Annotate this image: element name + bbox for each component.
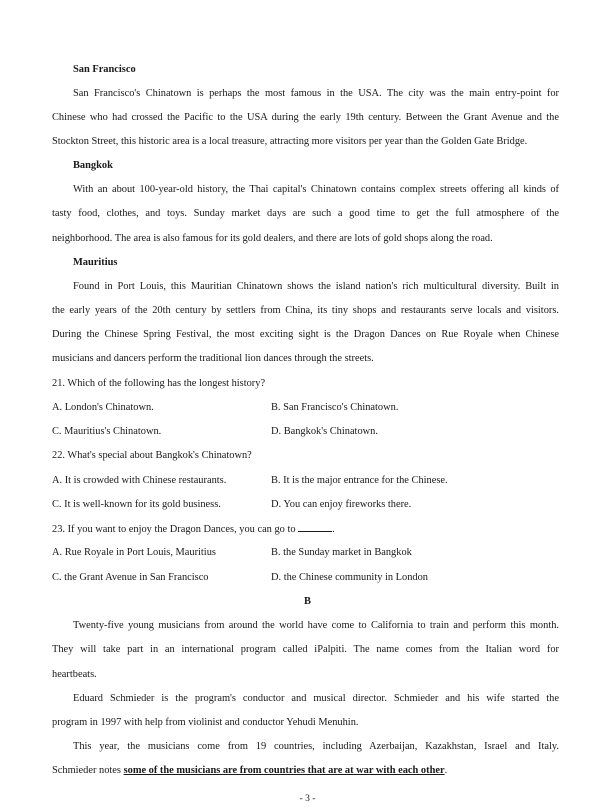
question-23-stem: [52, 522, 559, 536]
question-21-option-b: B. San Francisco's Chinatown.: [271, 402, 399, 413]
bangkok-line-1: With an about 100-year-old history, the Thai capital's Chinatown contains complex streets offering all kinds of: [73, 184, 559, 195]
question-23-option-a: A. Rue Royale in Port Louis, Mauritius: [52, 547, 216, 558]
sf-line-1: San Francisco's Chinatown is perhaps the most famous in the USA. The city was the main entry-point for: [73, 88, 559, 99]
b-p3-line-1: This year, the musicians come from 19 countries, including Azerbaijan, Kazakhstan, Israel and Italy.: [73, 741, 559, 752]
b-p2-line-1: Eduard Schmieder is the program's conductor and musical director. Schmieder and his wife started the: [73, 693, 559, 704]
question-23-stem-end: .: [332, 524, 335, 535]
b-p1-line-1: Twenty-five young musicians from around the world have come to California to train and perform this month.: [73, 620, 559, 631]
question-22-stem: 22. What's special about Bangkok's Chinatown?: [52, 450, 252, 461]
heading-mauritius: Mauritius: [73, 257, 118, 268]
mauritius-line-3: During the Chinese Spring Festival, the most exciting sight is the Dragon Dances on Rue Royale when Chinese: [52, 329, 559, 340]
mauritius-line-1: Found in Port Louis, this Mauritian Chinatown shows the island nation's rich multicultural diversity. Built in: [73, 281, 559, 292]
question-22-option-b: B. It is the major entrance for the Chinese.: [271, 475, 448, 486]
question-21-stem: 21. Which of the following has the longest history?: [52, 378, 266, 389]
question-23-option-c: C. the Grant Avenue in San Francisco: [52, 572, 209, 583]
question-22-option-c: C. It is well-known for its gold business.: [52, 499, 221, 510]
b-p3-line-2-start: Schmieder notes: [52, 765, 121, 776]
question-21-option-c: C. Mauritius's Chinatown.: [52, 426, 162, 437]
section-b-title: B: [304, 596, 311, 607]
question-23-option-d: D. the Chinese community in London: [271, 572, 428, 583]
b-p3-line-2: [52, 764, 559, 777]
question-23-option-b: B. the Sunday market in Bangkok: [271, 547, 412, 558]
question-21-option-a: A. London's Chinatown.: [52, 402, 154, 413]
bangkok-line-2: tasty food, clothes, and toys. Sunday market days are such a good time to get the full atmosphere of the: [52, 208, 559, 219]
question-22-option-d: D. You can enjoy fireworks there.: [271, 499, 412, 510]
b-p1-line-3: heartbeats.: [52, 669, 97, 680]
question-23-stem-text: 23. If you want to enjoy the Dragon Dances, you can go to: [52, 524, 296, 535]
mauritius-line-4: musicians and dancers perform the traditional lion dances through the streets.: [52, 353, 374, 364]
b-p3-line-2-end: .: [444, 765, 448, 776]
sf-line-3: Stockton Street, this historic area is a local treasure, attracting more visitors per year than the Golden Gate Bridge.: [52, 136, 528, 147]
b-p1-line-2: They will take part in an international program called iPalpiti. The name comes from the Italian word for: [52, 644, 559, 655]
heading-san-francisco: San Francisco: [73, 64, 136, 75]
page-number: - 3 -: [299, 794, 316, 804]
sf-line-2: Chinese who had crossed the Pacific to the USA during the early 19th century. Between the Grant Avenue and the: [52, 112, 559, 123]
underlined-phrase: some of the musicians are from countries that are at war with each other: [123, 765, 445, 776]
question-22-option-a: A. It is crowded with Chinese restaurants.: [52, 475, 227, 486]
question-21-option-d: D. Bangkok's Chinatown.: [271, 426, 378, 437]
bangkok-line-3: neighborhood. The area is also famous for its gold dealers, and there are lots of gold shops along the road.: [52, 233, 493, 244]
answer-blank: [298, 522, 332, 532]
mauritius-line-2: the early years of the 20th century by settlers from China, its tiny shops and restaurants serve locals and visitors.: [52, 305, 559, 316]
b-p2-line-2: program in 1997 with help from violinist and conductor Yehudi Menuhin.: [52, 717, 359, 728]
heading-bangkok: Bangkok: [73, 160, 113, 171]
